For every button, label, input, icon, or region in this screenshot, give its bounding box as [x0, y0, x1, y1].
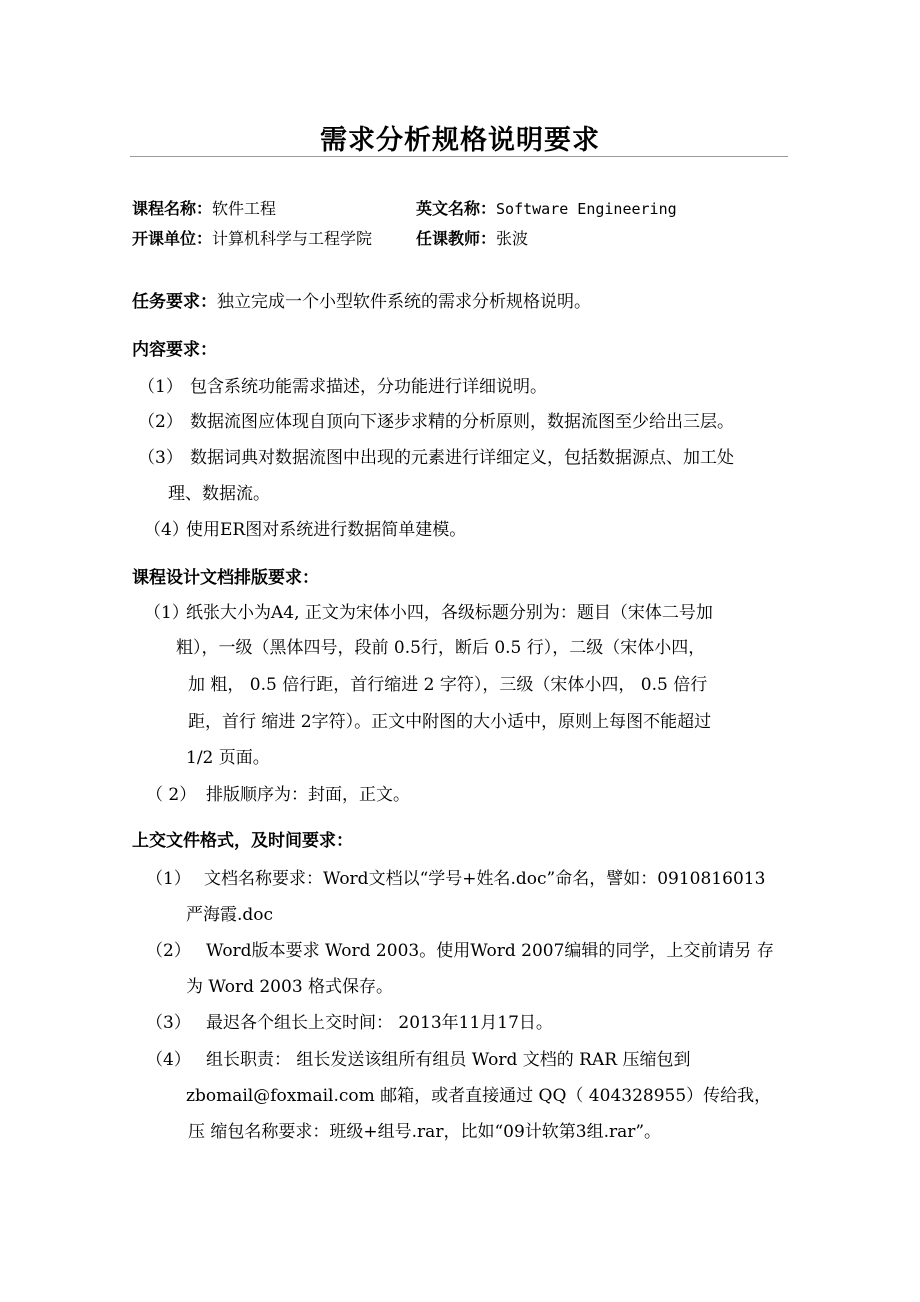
- english-name-label: 英文名称：: [416, 199, 497, 218]
- course-name-label: 课程名称：: [132, 199, 213, 218]
- content-item-4-line-1: 使用ER图对系统进行数据简单建模。: [186, 520, 467, 540]
- submission-heading: 上交文件格式，及时间要求：: [132, 831, 353, 851]
- dept-row: [132, 226, 372, 249]
- submission-item-2-line-1: Word版本要求 Word 2003。使用Word 2007编辑的同学，上交前请另 存: [206, 941, 774, 961]
- layout-item-1-line-2: 粗），一级（黑体四号，段前 0.5行，断后 0.5 行），二级（宋体小四，: [176, 638, 706, 658]
- submission-item-4-line-3: 压 缩包名称要求：班级+组号.rar，比如“09计软第3组.rar”。: [188, 1122, 662, 1142]
- layout-heading: 课程设计文档排版要求：: [132, 568, 319, 588]
- dept-label: 开课单位：: [132, 229, 213, 248]
- course-name-value: 软件工程: [212, 199, 277, 218]
- teacher-value: 张波: [496, 229, 529, 248]
- english-name-value: Software Engineering: [496, 200, 677, 218]
- content-item-3-line-1: 数据词典对数据流图中出现的元素进行详细定义，包括数据源点、加工处: [190, 448, 734, 468]
- title-divider: [130, 156, 788, 157]
- task-row: [132, 287, 591, 312]
- submission-item-4-num: （4）: [146, 1050, 191, 1070]
- content-item-3-line-2: 理、数据流。: [168, 484, 270, 504]
- task-text: 独立完成一个小型软件系统的需求分析规格说明。: [217, 292, 591, 312]
- submission-item-3-num: （3）: [146, 1013, 191, 1033]
- content-item-2-num: （2）: [138, 412, 183, 432]
- layout-item-1-line-1: 纸张大小为A4, 正文为宋体小四，各级标题分别为：题目（宋体二号加: [186, 603, 713, 623]
- submission-item-3-line-1: 最迟各个组长上交时间： 2013年11月17日。: [206, 1013, 553, 1033]
- content-item-4-num: （4）: [144, 520, 189, 540]
- submission-item-2-num: （2）: [146, 941, 191, 961]
- layout-item-1-num: （1）: [144, 603, 189, 623]
- layout-item-2-num: （ 2）: [146, 785, 197, 805]
- submission-item-2-line-2: 为 Word 2003 格式保存。: [186, 977, 394, 997]
- layout-item-1-line-3: 加 粗， 0.5 倍行距，首行缩进 2 字符），三级（宋体小四， 0.5 倍行: [188, 675, 708, 695]
- content-item-1-num: （1）: [138, 377, 183, 397]
- submission-item-4-line-1: 组长职责： 组长发送该组所有组员 Word 文档的 RAR 压缩包到: [206, 1050, 691, 1070]
- task-label: 任务要求：: [132, 292, 217, 312]
- content-item-2-line-1: 数据流图应体现自顶向下逐步求精的分析原则，数据流图至少给出三层。: [190, 412, 734, 432]
- layout-item-1-line-5: 1/2 页面。: [186, 748, 270, 768]
- content-item-1-line-1: 包含系统功能需求描述，分功能进行详细说明。: [190, 377, 547, 397]
- submission-item-1-line-2: 严海霞.doc: [186, 905, 274, 925]
- content-heading: 内容要求：: [132, 340, 217, 360]
- submission-item-1-line-1: 文档名称要求：Word文档以“学号+姓名.doc”命名，譬如：0910816013: [204, 869, 766, 889]
- teacher-label: 任课教师：: [416, 229, 497, 248]
- page-title: 需求分析规格说明要求: [320, 125, 600, 156]
- dept-value: 计算机科学与工程学院: [212, 229, 373, 248]
- submission-item-4-line-2: zbomail@foxmail.com 邮箱，或者直接通过 QQ（ 404328955）传给我，: [186, 1086, 772, 1106]
- submission-item-1-num: （1）: [146, 869, 191, 889]
- content-item-3-num: （3）: [138, 448, 183, 468]
- teacher-row: [416, 226, 528, 249]
- layout-item-2-line-1: 排版顺序为：封面，正文。: [206, 785, 410, 805]
- english-name-row: [416, 196, 677, 219]
- layout-item-1-line-4: 距，首行 缩进 2字符）。正文中附图的大小适中，原则上每图不能超过: [188, 712, 712, 732]
- course-name-row: [132, 196, 276, 219]
